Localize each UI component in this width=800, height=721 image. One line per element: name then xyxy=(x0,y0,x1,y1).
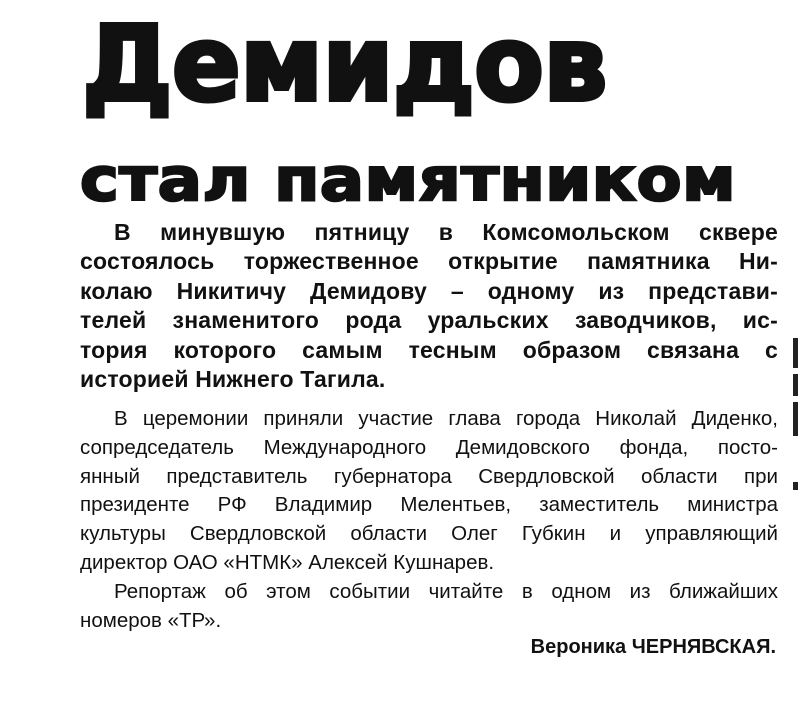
edge-mark xyxy=(793,374,798,396)
adjacent-column-edge xyxy=(790,330,800,550)
body-paragraph xyxy=(80,578,778,636)
body-line: сопредседатель Международного Демидовского фонда, посто- xyxy=(80,435,778,459)
body-line: президенте РФ Владимир Мелентьев, заместитель министра xyxy=(80,493,778,517)
body-line: культуры Свердловской области Олег Губкин и управляющий xyxy=(80,522,778,546)
body-line: номеров «ТР». xyxy=(80,608,222,632)
article-body xyxy=(80,405,778,635)
edge-mark xyxy=(793,338,798,368)
body-line: Репортаж об этом событии читайте в одном из ближайших xyxy=(114,579,778,603)
lead-line: тория которого самым тесным образом связана с xyxy=(80,336,778,363)
edge-mark xyxy=(793,482,798,490)
article-lead xyxy=(80,218,778,394)
body-line: янный представитель губернатора Свердловской области при xyxy=(80,464,778,488)
body-line: директор ОАО «НТМК» Алексей Кушнарев. xyxy=(80,550,495,574)
body-paragraph xyxy=(80,405,778,578)
article-subheadline: стал памятником xyxy=(80,145,737,215)
body-line: В церемонии приняли участие глава города Николай Диденко, xyxy=(114,407,778,430)
lead-line: телей знаменитого рода уральских заводчиков, ис- xyxy=(80,307,778,334)
lead-line: состоялось торжественное открытие памятника Ни- xyxy=(80,248,778,275)
article-headline: Демидов xyxy=(82,3,607,125)
lead-line: колаю Никитичу Демидову – одному из представи- xyxy=(80,277,778,304)
lead-line: историей Нижнего Тагила. xyxy=(80,366,386,393)
edge-mark xyxy=(793,402,798,436)
article-byline: Вероника ЧЕРНЯВСКАЯ. xyxy=(530,636,776,658)
lead-line: В минувшую пятницу в Комсомольском сквере xyxy=(114,219,778,245)
